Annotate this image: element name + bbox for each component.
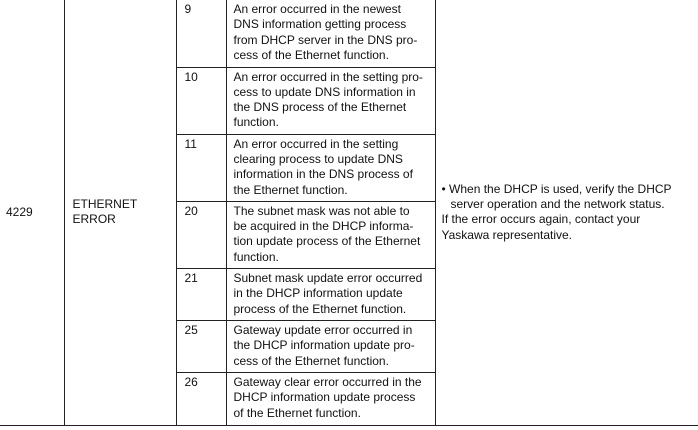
description-line: Gateway update error occurred in: [233, 323, 413, 338]
sub-code: 9: [176, 0, 226, 67]
description-line: information in the DNS process of: [233, 167, 413, 182]
sub-code: 26: [176, 372, 226, 425]
sub-code: 21: [176, 269, 226, 321]
description-line: The subnet mask was not able to: [233, 203, 410, 218]
description-line: Gateway clear error occurred in the: [233, 374, 422, 389]
sub-code: 25: [176, 321, 226, 373]
description-line: function.: [233, 115, 279, 130]
error-code: 4229: [0, 0, 64, 425]
description-line: the Ethernet function.: [233, 182, 348, 197]
description-line: Subnet mask update error occurred: [233, 271, 423, 286]
description-line: the DHCP information update pro-: [233, 338, 415, 353]
description-line: of the Ethernet function.: [233, 405, 361, 420]
description-line: DNS information getting process: [233, 17, 407, 32]
description: [226, 0, 435, 67]
description-line: An error occurred in the newest: [233, 2, 401, 16]
sub-code: 20: [176, 201, 226, 268]
error-name: [64, 0, 176, 425]
description-line: cess of the Ethernet function.: [233, 353, 389, 368]
description-line: in the DHCP information update: [233, 286, 403, 301]
description-line: cess of the Ethernet function.: [233, 47, 389, 62]
remedy-bullet: • When the DHCP is used, verify the DHCP server operation and the network status.: [441, 181, 672, 212]
description: [226, 201, 435, 268]
description-line: An error occurred in the setting pro-: [233, 69, 423, 84]
description-line: the DNS process of the Ethernet: [233, 100, 407, 115]
description-line: from DHCP server in the DNS pro-: [233, 32, 418, 47]
description: [226, 321, 435, 373]
sub-code: 11: [176, 134, 226, 201]
description-line: clearing process to update DNS: [233, 151, 403, 166]
description-line: cess to update DNS information in: [233, 84, 416, 99]
description: [226, 372, 435, 425]
description-line: process of the Ethernet function.: [233, 301, 407, 316]
error-name-line: ERROR: [72, 212, 116, 227]
remedy: [435, 0, 698, 425]
table-row: [0, 0, 698, 67]
description: [226, 134, 435, 201]
sub-code: 10: [176, 67, 226, 134]
description-line: DHCP information update process: [233, 390, 416, 405]
description-line: tion update process of the Ethernet: [233, 234, 421, 249]
description-line: function.: [233, 249, 279, 264]
description: [226, 269, 435, 321]
description-line: An error occurred in the setting: [233, 136, 399, 151]
description-line: be acquired in the DHCP informa-: [233, 219, 414, 234]
remedy-note-line: If the error occurs again, contact your: [441, 212, 641, 227]
error-name-line: ETHERNET: [72, 197, 138, 212]
description: [226, 67, 435, 134]
remedy-note-line: Yaskawa representative.: [441, 227, 573, 242]
